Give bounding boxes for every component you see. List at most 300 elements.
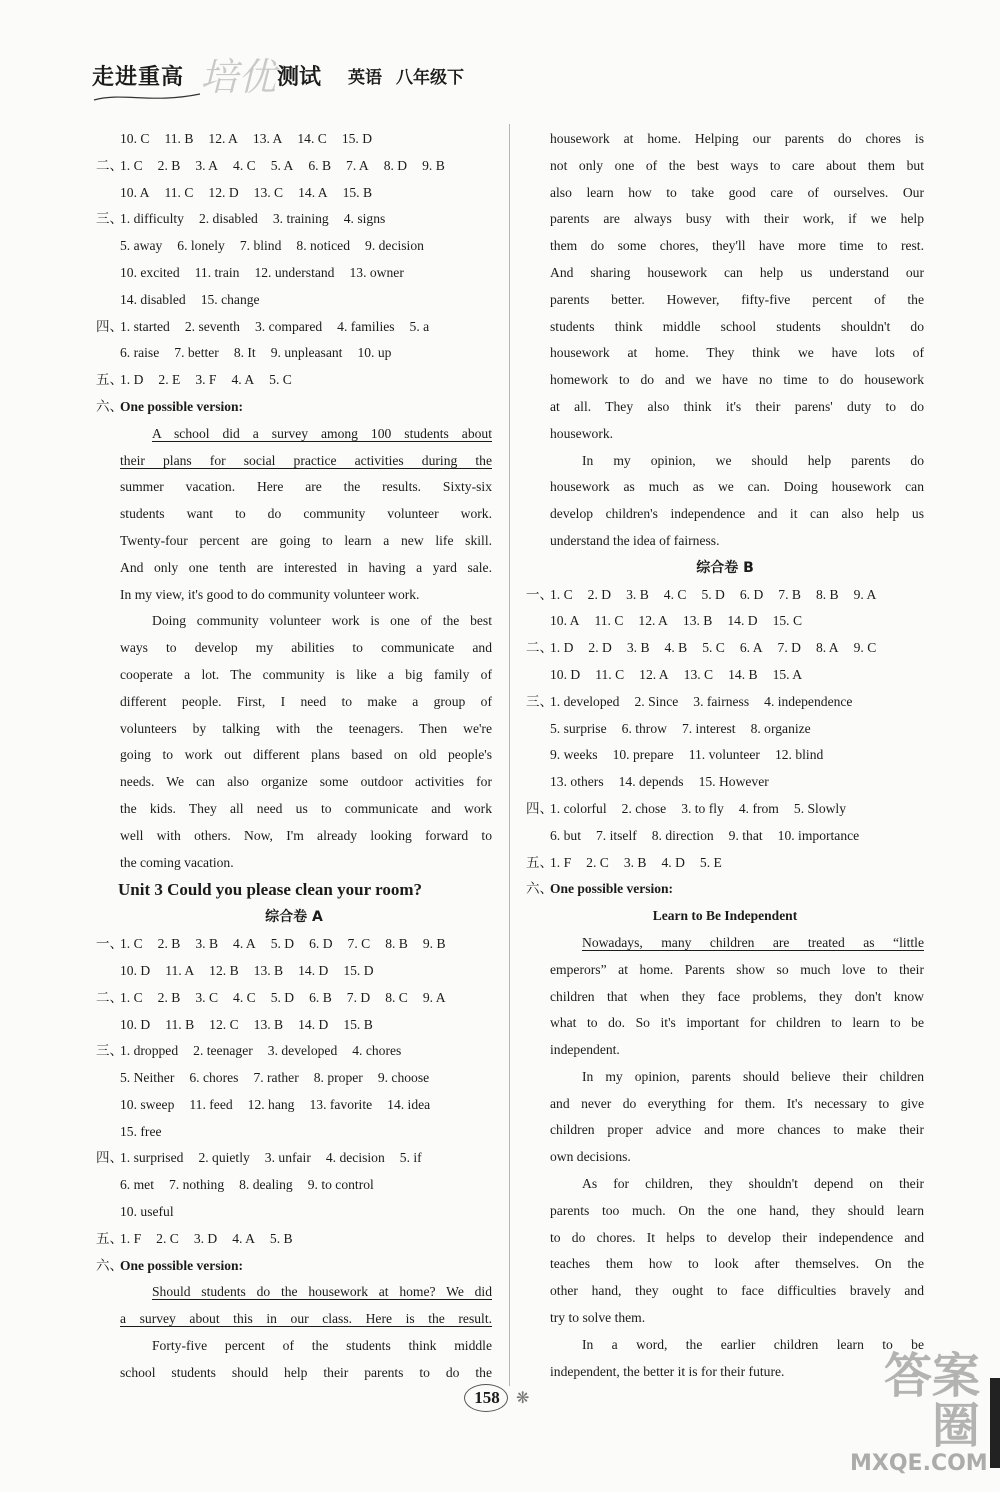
section-label: 六、	[96, 398, 123, 415]
answer: 1. developed	[550, 693, 620, 709]
essay-line: Nowadays, many children are treated as “little	[582, 934, 924, 950]
answer: 7. B	[778, 586, 801, 602]
essay-line: Twenty-four percent are going to learn a new life skill.	[120, 532, 492, 548]
essay-line: needs. We can also organize some outdoor activities for	[120, 774, 492, 790]
answer: 15. D	[343, 962, 374, 978]
section-label: 五、	[96, 372, 123, 389]
essay-line: and never do everything for them. It's necessary to give	[550, 1095, 924, 1111]
answer-row	[96, 1038, 492, 1065]
right-column	[526, 126, 924, 1385]
answer: 10. D	[120, 1016, 151, 1032]
essay-line: housework at home. Helping our parents do chores is	[550, 131, 924, 146]
answer: 2. D	[587, 586, 612, 602]
answer-row	[96, 1172, 492, 1199]
answer: 3. developed	[267, 1043, 338, 1059]
answer: 5. a	[409, 318, 430, 334]
essay-line: going to work out different plans based on old people's	[120, 747, 492, 763]
answer-row	[96, 1012, 492, 1039]
answer: 1. C	[550, 586, 573, 602]
paper-a-title: 综合卷 A	[265, 909, 323, 926]
answer: 13. C	[253, 184, 284, 200]
answer: 5. away	[120, 238, 163, 254]
answer-row	[96, 233, 492, 260]
answer: 6. but	[550, 827, 581, 843]
essay-line: Doing community volunteer work is one of the best	[152, 613, 492, 629]
answer: 6. chores	[189, 1070, 239, 1086]
essay-line: try to solve them.	[550, 1310, 646, 1326]
answer-row	[526, 635, 924, 662]
answer: 11. B	[165, 1016, 195, 1032]
answer: 9. choose	[377, 1070, 430, 1086]
answer: 7. rather	[253, 1070, 299, 1086]
essay-line: students want to do community volunteer work.	[120, 506, 492, 522]
answer-row	[526, 689, 924, 716]
essay-line: parents too much. On the one hand, they should learn	[550, 1202, 924, 1218]
subject-label: 英语	[348, 68, 382, 88]
essay-line: housework as much as we can. Doing housework can	[550, 479, 924, 495]
essay-heading	[526, 876, 924, 903]
section-label: 三、	[526, 693, 553, 710]
essay-3-title: Learn to Be Independent	[652, 908, 798, 924]
answer: 11. feed	[189, 1096, 233, 1112]
left-column	[96, 126, 492, 1387]
answer: 3. training	[272, 211, 329, 227]
section-label: 二、	[96, 989, 123, 1006]
answer: 14. disabled	[120, 291, 186, 307]
answer: 8. D	[383, 157, 408, 173]
answer: 9. to control	[307, 1177, 374, 1193]
essay-line: students think middle school students shouldn't do	[550, 318, 924, 334]
test-label: 测试	[277, 65, 322, 90]
essay-line: emperors” at home. Parents show so much love to their	[550, 961, 924, 977]
answer: 9. that	[728, 827, 763, 843]
answer-row	[526, 662, 924, 689]
answer: 5. E	[699, 854, 722, 870]
answer: 4. from	[738, 800, 779, 816]
answer: 9. C	[853, 640, 877, 656]
answer: 12. C	[209, 1016, 239, 1032]
answer: 6. B	[308, 157, 332, 173]
answer-row	[96, 206, 492, 233]
answer: 8. It	[233, 345, 256, 361]
answer: 13. B	[682, 613, 713, 629]
essay-line: In my opinion, we should help parents do	[582, 452, 924, 468]
answer: 10. prepare	[612, 747, 674, 763]
answer: 4. B	[664, 640, 688, 656]
answer: 4. A	[231, 372, 255, 388]
answer: 13. B	[253, 962, 284, 978]
answer: 6. throw	[621, 720, 667, 736]
essay-line: not only one of the best ways to care about them but	[550, 157, 924, 173]
essay-heading-text: One possible version:	[120, 398, 244, 414]
column-divider	[509, 124, 510, 1386]
essay-line: And sharing housework can help us understand our	[550, 264, 924, 280]
answer: 5. B	[269, 1230, 293, 1246]
answer-row	[96, 1145, 492, 1172]
essay-line: In my view, it's good to do community volunteer work.	[120, 586, 420, 602]
answer: 2. Since	[634, 693, 679, 709]
answer-row	[96, 958, 492, 985]
answer: 7. nothing	[168, 1177, 225, 1193]
essay-line: homework to do and we have no time to do housework	[550, 372, 924, 388]
answer: 10. up	[357, 345, 392, 361]
essay-line: what to do. So it's important for children to learn to be	[550, 1015, 924, 1031]
answer-row	[96, 260, 492, 287]
answer-row	[526, 716, 924, 743]
essay-line: Forty-five percent of the students think middle	[152, 1338, 492, 1354]
essay-line: independent, the better it is for their future.	[550, 1363, 785, 1379]
essay-line: children that when they face problems, they don't know	[550, 988, 924, 1004]
answer: 2. B	[157, 936, 181, 952]
answer-row	[526, 850, 924, 877]
answer: 14. idea	[387, 1096, 431, 1112]
essay-line: different people. First, I need to make a group of	[120, 693, 492, 709]
section-label: 六、	[96, 1257, 123, 1274]
answer: 8. C	[385, 989, 408, 1005]
answer: 5. if	[399, 1150, 422, 1166]
essay-heading	[96, 1253, 492, 1280]
essay-line: A school did a survey among 100 students about	[152, 425, 492, 441]
answer: 10. A	[550, 613, 580, 629]
answer: 3. B	[626, 586, 649, 602]
answer: 2. disabled	[198, 211, 258, 227]
answer-row	[96, 1092, 492, 1119]
answer: 5. C	[269, 372, 292, 388]
answer: 14. D	[727, 613, 758, 629]
answer: 3. fairness	[693, 693, 750, 709]
answer: 3. D	[193, 1230, 218, 1246]
answer-row	[96, 126, 492, 153]
essay-line: children proper advice and more chances to make their	[550, 1122, 924, 1138]
answer-row	[96, 931, 492, 958]
answer: 12. A	[638, 613, 668, 629]
answer-row	[96, 180, 492, 207]
answer: 4. families	[337, 318, 395, 334]
answer: 9. unpleasant	[270, 345, 343, 361]
answer: 2. B	[157, 157, 181, 173]
section-label: 一、	[96, 936, 123, 953]
answer: 14. A	[298, 184, 328, 200]
answer: 5. D	[270, 936, 295, 952]
answer: 4. independence	[764, 693, 853, 709]
answer: 3. to fly	[681, 800, 724, 816]
answer: 11. B	[164, 131, 194, 146]
answer: 15. B	[342, 184, 373, 200]
answer: 15. change	[200, 291, 260, 307]
answer: 3. F	[195, 372, 217, 388]
answer: 13. C	[683, 666, 714, 682]
answer-row	[96, 1119, 492, 1146]
watermark-url: MXQE.COM	[850, 1451, 988, 1476]
answer: 5. D	[270, 989, 295, 1005]
answer: 12. B	[209, 962, 239, 978]
answer: 15. A	[772, 666, 803, 682]
answer: 3. C	[195, 989, 219, 1005]
answer: 8. proper	[313, 1070, 363, 1086]
section-label: 六、	[526, 881, 553, 898]
answer-row	[96, 287, 492, 314]
essay-line: the coming vacation.	[120, 854, 234, 870]
answer: 2. seventh	[184, 318, 240, 334]
answer: 4. C	[663, 586, 687, 602]
answer: 1. C	[120, 989, 143, 1005]
answer: 14. B	[728, 666, 758, 682]
essay-line: other hand, they ought to face difficulties bravely and	[550, 1283, 924, 1299]
answer: 4. D	[661, 854, 685, 870]
answer: 14. depends	[618, 774, 684, 790]
answer-row	[526, 608, 924, 635]
answer: 10. A	[120, 184, 150, 200]
answer: 11. volunteer	[688, 747, 760, 763]
answer: 10. C	[120, 131, 150, 146]
answer-row	[96, 367, 492, 394]
answer: 3. B	[195, 936, 219, 952]
answer-row	[96, 985, 492, 1012]
answer: 14. D	[298, 962, 329, 978]
essay-line: teaches them how to look after themselves. On the	[550, 1256, 924, 1272]
answer: 3. B	[623, 854, 647, 870]
answer: 15. D	[341, 131, 373, 146]
answer: 7. A	[346, 157, 369, 173]
essay-line: parents are always busy with their work, if we help	[550, 211, 924, 227]
essay-2-continued	[526, 126, 924, 555]
answer-row	[96, 340, 492, 367]
answer: 5. C	[702, 640, 725, 656]
answer: 1. started	[120, 318, 170, 334]
answer: 1. dropped	[120, 1043, 179, 1059]
answer: 1. difficulty	[120, 211, 184, 227]
answer: 10. sweep	[120, 1096, 175, 1112]
answer-row	[526, 796, 924, 823]
answer-row	[96, 314, 492, 341]
section-label: 四、	[526, 800, 553, 817]
answer: 15. However	[698, 774, 769, 790]
essay-line: In my opinion, parents should believe their children	[582, 1068, 924, 1084]
answer: 12. D	[208, 184, 239, 200]
answer: 10. excited	[120, 264, 180, 280]
grade-label: 八年级下	[396, 68, 464, 88]
essay-line: summer vacation. Here are the results. Sixty-six	[120, 479, 492, 495]
answer: 2. teenager	[193, 1043, 253, 1059]
answer: 9. decision	[365, 238, 424, 254]
answer: 1. C	[120, 936, 143, 952]
essay-heading-text: One possible version:	[120, 1257, 244, 1273]
essay-line: understand the idea of fairness.	[550, 532, 720, 548]
answer: 7. itself	[595, 827, 637, 843]
answer: 8. organize	[750, 720, 811, 736]
answer: 7. better	[174, 345, 219, 361]
essay-line: own decisions.	[550, 1149, 631, 1165]
answer: 7. C	[347, 936, 371, 952]
essay-3	[526, 930, 924, 1386]
answer: 5. A	[270, 157, 294, 173]
answer: 2. D	[588, 640, 612, 656]
flower-icon: ❋	[516, 1390, 530, 1407]
essay-line: develop children's independence and it can also help us	[550, 506, 924, 522]
answer: 7. interest	[681, 720, 736, 736]
answer: 12. understand	[254, 264, 335, 280]
series-title: 走进重高	[92, 65, 185, 90]
answer: 2. E	[158, 372, 181, 388]
answer-row	[96, 1226, 492, 1253]
answer-row	[96, 153, 492, 180]
answer-row	[96, 1199, 492, 1226]
answer: 6. lonely	[177, 238, 225, 254]
answer: 12. hang	[247, 1096, 295, 1112]
answer: 7. blind	[239, 238, 282, 254]
answer: 8. dealing	[239, 1177, 293, 1193]
answer: 6. raise	[120, 345, 160, 361]
answer: 9. weeks	[550, 747, 598, 763]
essay-line: parents better. However, fifty-five percent of the	[550, 291, 924, 307]
essay-heading-text: One possible version:	[550, 881, 674, 897]
answer: 8. B	[385, 936, 408, 952]
section-label: 二、	[96, 157, 123, 174]
answer: 13. favorite	[309, 1096, 373, 1112]
answer: 13. A	[252, 131, 283, 146]
answer: 2. quietly	[198, 1150, 250, 1166]
answer: 6. met	[120, 1177, 154, 1193]
answer: 4. C	[233, 157, 256, 173]
essay-line: the kids. They all need us to communicate and work	[120, 800, 492, 816]
answer: 6. B	[309, 989, 332, 1005]
answer: 3. unfair	[264, 1150, 311, 1166]
answer: 5. Slowly	[793, 800, 847, 816]
answer: 1. F	[550, 854, 572, 870]
answer: 8. direction	[651, 827, 714, 843]
answer-row	[526, 823, 924, 850]
answer: 9. A	[422, 989, 446, 1005]
essay-heading	[96, 394, 492, 421]
page-number	[446, 1378, 556, 1418]
essay-2	[96, 1279, 492, 1386]
paper-b-title: 综合卷 B	[696, 559, 754, 576]
page-edge-mark	[990, 1378, 1000, 1468]
essay-line: As for children, they shouldn't depend on their	[582, 1176, 924, 1192]
answer: 14. C	[297, 131, 327, 146]
essay-line: to do chores. It helps to develop their independence and	[550, 1229, 924, 1245]
essay-line: And only one tenth are interested in having a yard sale.	[120, 559, 492, 575]
answer: 3. B	[626, 640, 650, 656]
section-label: 四、	[96, 318, 123, 335]
essay-line: ways to develop my abilities to communicate and	[120, 640, 492, 656]
answer: 1. F	[120, 1230, 142, 1246]
essay-1	[96, 421, 492, 877]
answer: 10. D	[550, 666, 581, 682]
answer: 13. owner	[349, 264, 404, 280]
answer: 12. blind	[774, 747, 824, 763]
section-label: 一、	[526, 586, 553, 603]
answer: 7. D	[346, 989, 371, 1005]
section-label: 四、	[96, 1150, 123, 1167]
unit-title: Unit 3 Could you please clean your room?	[118, 880, 422, 900]
answer: 6. D	[309, 936, 333, 952]
answer: 6. A	[739, 640, 763, 656]
essay-line: also learn how to take good care of ourselves. Our	[550, 184, 924, 200]
answer: 13. B	[253, 1016, 284, 1032]
answer: 9. B	[422, 157, 445, 173]
answer: 15. C	[772, 613, 803, 629]
answer: 1. D	[120, 372, 144, 388]
answer: 1. C	[120, 157, 143, 173]
answer: 3. A	[195, 157, 219, 173]
essay-line: school students should help their parents to do the	[120, 1364, 492, 1380]
answer: 4. signs	[343, 211, 386, 227]
section-label: 三、	[96, 211, 123, 228]
essay-line: at all. They also think it's their parens' duty to do	[550, 398, 924, 414]
answer-row	[526, 742, 924, 769]
answer: 1. colorful	[550, 800, 607, 816]
answer: 7. D	[777, 640, 801, 656]
essay-line: housework at home. They think we have lots of	[550, 345, 924, 361]
essay-line: housework.	[550, 425, 614, 441]
answer: 11. C	[164, 184, 194, 200]
answer: 9. A	[853, 586, 877, 602]
answer: 4. decision	[325, 1150, 385, 1166]
answer: 5. surprise	[550, 720, 607, 736]
section-label: 五、	[96, 1230, 123, 1247]
page-header	[92, 52, 512, 102]
essay-line: independent.	[550, 1042, 620, 1058]
answer: 1. D	[550, 640, 574, 656]
answer: 11. C	[594, 613, 624, 629]
answer: 8. noticed	[296, 238, 351, 254]
answer: 2. C	[156, 1230, 179, 1246]
answer: 15. free	[120, 1123, 162, 1139]
essay-line: In a word, the earlier children learn to be	[582, 1336, 924, 1352]
header-swirl-icon	[92, 90, 202, 104]
answer: 13. others	[550, 774, 604, 790]
essay-line: volunteers by talking with the teenagers. Then we're	[120, 720, 492, 736]
answer: 8. A	[815, 640, 839, 656]
answer: 1. surprised	[120, 1150, 184, 1166]
essay-line: cooperate a lot. The community is like a big family of	[120, 666, 492, 682]
essay-line: them do some chores, they'll have more time to rest.	[550, 238, 924, 254]
answer: 2. chose	[621, 800, 667, 816]
answer: 15. B	[343, 1016, 373, 1032]
answer: 4. C	[233, 989, 256, 1005]
answer: 8. B	[815, 586, 839, 602]
answer: 12. A	[639, 666, 669, 682]
answer: 11. A	[165, 962, 195, 978]
watermark	[850, 1348, 988, 1476]
answer: 12. A	[208, 131, 238, 146]
answer: 4. chores	[352, 1043, 402, 1059]
section-label: 三、	[96, 1043, 123, 1060]
answer: 5. D	[701, 586, 725, 602]
answer: 10. useful	[120, 1204, 174, 1220]
answer: 11. train	[194, 264, 240, 280]
decorative-calligraphy: 培优	[200, 55, 277, 99]
page-number-text: 158	[474, 1388, 500, 1407]
watermark-logo: 答案圈	[883, 1348, 980, 1454]
answer-row	[96, 1065, 492, 1092]
answer: 9. B	[422, 936, 446, 952]
answer: 4. A	[232, 1230, 255, 1246]
answer-row	[526, 582, 924, 609]
essay-line: a survey about this in our class. Here is the result.	[120, 1311, 492, 1327]
answer: 11. C	[595, 666, 625, 682]
essay-line: their plans for social practice activities during the	[120, 452, 492, 468]
answer: 4. A	[233, 936, 256, 952]
answer: 5. Neither	[120, 1070, 175, 1086]
answer: 2. B	[157, 989, 181, 1005]
essay-line: well with others. Now, I'm already looking forward to	[120, 827, 492, 843]
section-label: 五、	[526, 854, 553, 871]
answer: 14. D	[298, 1016, 329, 1032]
section-label: 二、	[526, 640, 553, 657]
answer: 10. D	[120, 962, 151, 978]
